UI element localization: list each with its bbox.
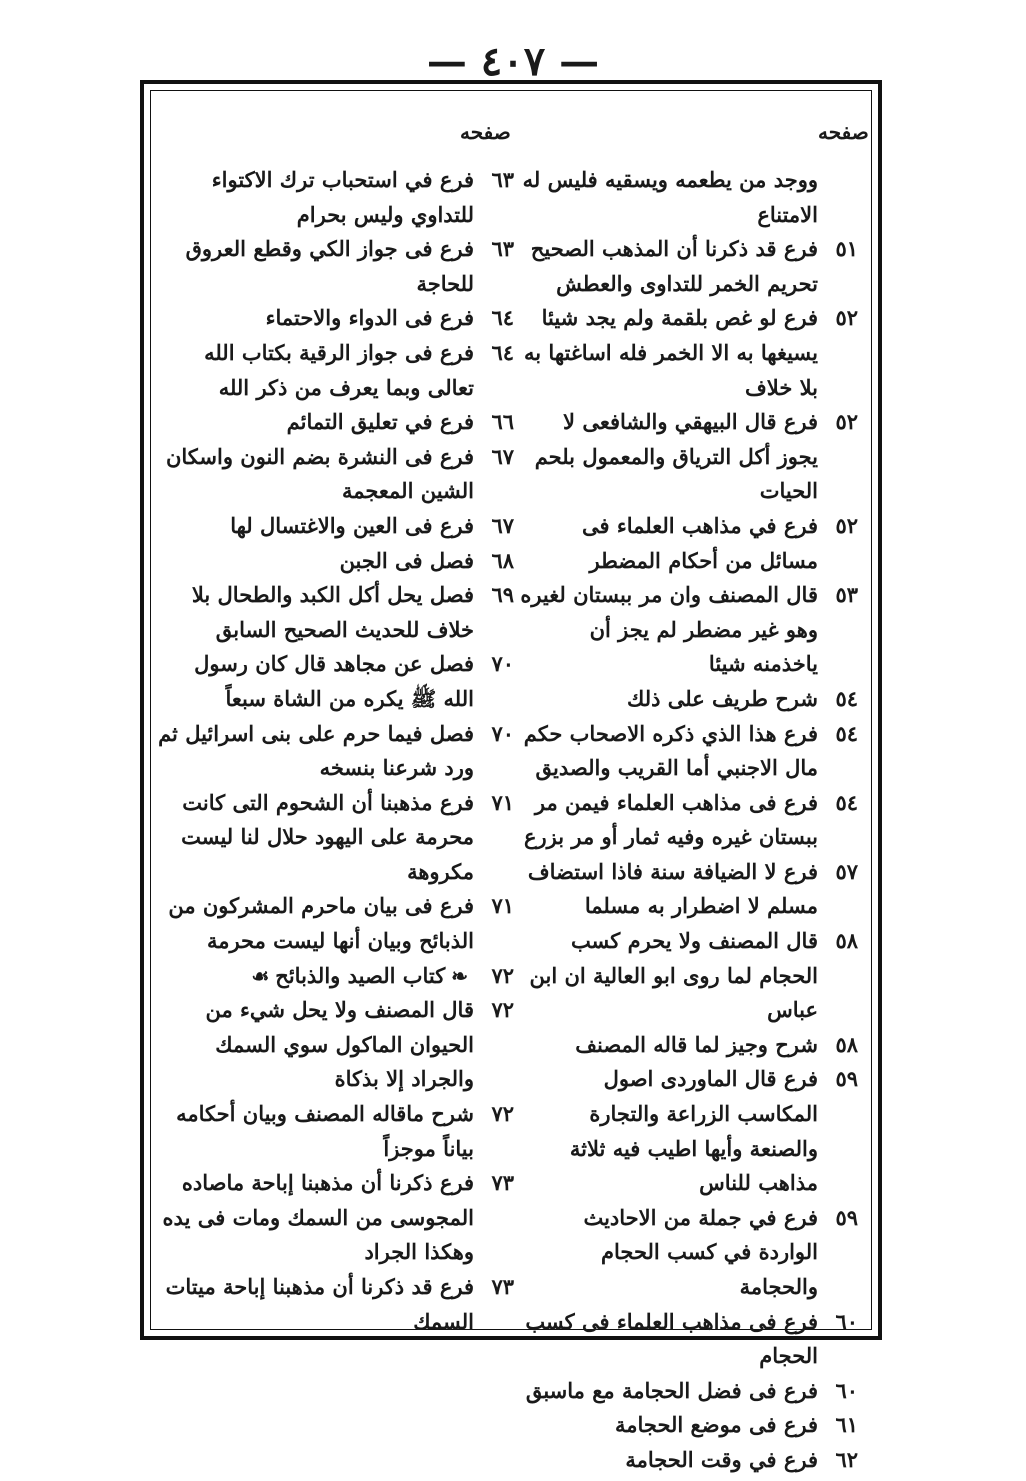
right-column-entry xyxy=(518,682,858,717)
ornament-icon: ❧ xyxy=(451,963,468,988)
entry-title: قال المصنف وان مر ببستان لغيره وهو غير مضطر لم يجز أن ياخذمنه شيئا xyxy=(520,582,818,677)
right-column-entry xyxy=(518,786,858,855)
entry-title: فرع فى مذاهب العلماء فيمن مر ببستان غيره وفيه ثمار أو مر بزرع xyxy=(523,789,818,850)
entry-page-number: ٥٨ xyxy=(835,928,858,954)
entry-title: فرع فى العين والاغتسال لها xyxy=(230,512,474,538)
entry-title: فرع في وقت الحجامة xyxy=(625,1446,818,1472)
entry-page-number: ٧٣ xyxy=(491,1170,514,1196)
entry-title: فصل يحل أكل الكبد والطحال بلا خلاف للحديث الصحيح السابق xyxy=(191,582,474,642)
entry-page-number: ٧٢ xyxy=(491,962,514,988)
entry-title: فرع في مذاهب العلماء فى مسائل من أحكام المضطر xyxy=(581,512,818,573)
entry-title: فرع لو غص بلقمة ولم يجد شيئا يسيغها به الا الخمر فله اساغتها به بلا خلاف xyxy=(524,305,818,400)
right-column-entry xyxy=(518,1062,858,1200)
ornament-icon: ☙ xyxy=(251,963,270,988)
right-column xyxy=(518,163,858,1478)
left-column-entry xyxy=(158,163,514,232)
right-column-entry xyxy=(518,1305,858,1374)
right-column-entry xyxy=(518,924,858,1028)
right-column-entry xyxy=(518,232,858,301)
entry-title: فرع فى جواز الكي وقطع العروق للحاجة xyxy=(185,236,474,296)
right-column-entry xyxy=(518,1443,858,1478)
left-column-entry xyxy=(158,1097,514,1166)
entry-title: قال المصنف ولا يحرم كسب الحجام لما روى ابو العالية ان ابن عباس xyxy=(529,928,818,1023)
entry-title: فرع فى موضع الحجامة xyxy=(615,1412,818,1438)
entry-title: فرع فى بيان ماحرم المشركون من الذبائح وبيان أنها ليست محرمة xyxy=(168,893,474,954)
entry-page-number: ٥٩ xyxy=(835,1204,858,1230)
entry-page-number: ٦١ xyxy=(835,1412,858,1438)
entry-page-number: ٥٣ xyxy=(835,582,858,608)
left-column-entry xyxy=(158,889,514,958)
left-column-entry xyxy=(158,578,514,647)
entry-title: فرع قال البيهقي والشافعى لا يجوز أكل الترياق والمعمول بلحم الحيات xyxy=(534,409,818,504)
entry-title: فرع فى جواز الرقية بكتاب الله تعالى وبما يعرف من ذكر الله xyxy=(204,339,474,400)
left-column-entry xyxy=(158,1166,514,1270)
entry-title: شرح طريف على ذلك xyxy=(627,685,818,711)
entry-title: فصل عن مجاهد قال كان رسول الله ﷺ يكره من الشاة سبعاً xyxy=(194,651,474,711)
entry-title: فرع هذا الذي ذكره الاصحاب حكم مال الاجنبي أما القريب والصديق xyxy=(523,720,818,781)
section-heading-text: كتاب الصيد والذبائح xyxy=(275,962,446,988)
entry-page-number: ٧٣ xyxy=(491,1274,514,1299)
entry-title: فصل فيما حرم على بنى اسرائيل ثم ورد شرعنا بنسخه xyxy=(158,720,474,781)
left-column-entry xyxy=(158,509,514,544)
right-column-entry xyxy=(518,1408,858,1443)
left-column-entry xyxy=(158,405,514,440)
entry-page-number: ٧٠ xyxy=(491,720,514,746)
left-column-entry xyxy=(158,440,514,509)
right-column-entry xyxy=(518,578,858,682)
entry-page-number: ٥٧ xyxy=(835,858,858,884)
entry-page-number: ٧٠ xyxy=(491,651,514,677)
entry-page-number: ٥١ xyxy=(835,236,858,262)
entry-title: قال المصنف ولا يحل شيء من الحيوان الماكول سوي السمك والجراد إلا بذكاة xyxy=(205,997,474,1092)
right-column-entry xyxy=(518,1201,858,1305)
left-column-entry xyxy=(158,993,514,1097)
entry-title: ووجد من يطعمه ويسقيه فليس له الامتناع xyxy=(522,167,818,227)
entry-page-number: ٥٩ xyxy=(835,1066,858,1092)
entry-page-number: ٦٢ xyxy=(835,1446,858,1472)
entry-page-number: ٧١ xyxy=(491,789,514,815)
entry-title: شرح ماقاله المصنف وبيان أحكامه بياناً موجزاً xyxy=(176,1101,474,1161)
section-heading xyxy=(158,959,474,994)
right-column-entry xyxy=(518,1374,858,1409)
left-column xyxy=(158,163,514,1339)
entry-title: فرع في استحباب ترك الاكتواء للتداوي وليس بحرام xyxy=(211,167,474,227)
entry-page-number: ٥٨ xyxy=(835,1031,858,1057)
entry-page-number: ٥٤ xyxy=(835,789,858,815)
entry-page-number: ٥٢ xyxy=(835,512,858,538)
left-column-entry xyxy=(158,1270,514,1339)
entry-page-number: ٦٧ xyxy=(491,512,514,538)
entry-page-number: ٦٣ xyxy=(491,236,514,262)
left-column-entry xyxy=(158,336,514,405)
entry-page-number: ٥٢ xyxy=(835,409,858,435)
left-column-header: صفحه xyxy=(460,120,511,144)
entry-page-number: ٦٩ xyxy=(491,582,514,608)
entry-title: فرع فى فضل الحجامة مع ماسبق xyxy=(525,1377,818,1403)
entry-page-number: ٦٣ xyxy=(491,167,514,192)
entry-title: فرع ذكرنا أن مذهبنا إباحة ماصاده المجوسى من السمك ومات فى يده وهكذا الجراد xyxy=(162,1170,474,1265)
entry-title: فرع لا الضيافة سنة فاذا استضاف مسلم لا اضطرار به مسلما xyxy=(527,858,818,919)
entry-title: فرع فى الدواء والاحتماء xyxy=(265,305,474,331)
entry-page-number: ٦٨ xyxy=(491,547,514,573)
right-column-entry xyxy=(518,717,858,786)
left-column-entry xyxy=(158,544,514,579)
entry-page-number: ٦٤ xyxy=(491,339,514,365)
page-number: — ٤٠٧ — xyxy=(426,38,600,85)
entry-title: شرح وجيز لما قاله المصنف xyxy=(575,1031,818,1057)
right-column-entry xyxy=(518,1028,858,1063)
left-column-entry xyxy=(158,647,514,716)
right-column-entry xyxy=(518,855,858,924)
entry-title: فرع قال الماوردى اصول المكاسب الزراعة والتجارة والصنعة وأيها اطيب فيه ثلاثة مذاهب للناس xyxy=(569,1066,818,1196)
entry-title: فرع قد ذكرنا أن مذهبنا إباحة ميتات السمك xyxy=(165,1274,474,1334)
entry-title: فرع قد ذكرنا أن المذهب الصحيح تحريم الخمر للتداوى والعطش xyxy=(530,236,818,296)
entry-title: فرع فى مذاهب العلماء فى كسب الحجام xyxy=(525,1308,818,1369)
entry-page-number: ٥٢ xyxy=(835,305,858,331)
left-column-entry xyxy=(158,301,514,336)
entry-page-number: ٦٦ xyxy=(491,409,514,435)
right-column-header: صفحه xyxy=(818,120,869,144)
entry-page-number: ٧١ xyxy=(491,893,514,919)
entry-title: فرع في جملة من الاحاديث الواردة في كسب الحجام والحجامة xyxy=(583,1204,818,1299)
entry-page-number: ٦٧ xyxy=(491,443,514,469)
entry-page-number: ٦٤ xyxy=(491,305,514,331)
right-column-entry xyxy=(518,163,858,232)
right-column-entry xyxy=(518,509,858,578)
entry-page-number: ٦٠ xyxy=(835,1377,858,1403)
right-column-entry xyxy=(518,405,858,509)
entry-page-number: ٧٢ xyxy=(491,997,514,1023)
left-column-entry xyxy=(158,959,514,994)
entry-title: فرع في تعليق التمائم xyxy=(286,409,474,435)
entry-title: فصل فى الجبن xyxy=(339,547,474,573)
entry-page-number: ٥٤ xyxy=(835,685,858,711)
entry-page-number: ٦٠ xyxy=(835,1308,858,1334)
left-column-entry xyxy=(158,786,514,890)
entry-page-number: ٥٤ xyxy=(835,720,858,746)
right-column-entry xyxy=(518,301,858,405)
entry-title: فرع مذهبنا أن الشحوم التى كانت محرمة على اليهود حلال لنا ليست مكروهة xyxy=(181,789,474,884)
left-column-entry xyxy=(158,717,514,786)
left-column-entry xyxy=(158,232,514,301)
entry-page-number: ٧٢ xyxy=(491,1101,514,1127)
entry-title: فرع فى النشرة بضم النون واسكان الشين المعجمة xyxy=(165,443,474,504)
